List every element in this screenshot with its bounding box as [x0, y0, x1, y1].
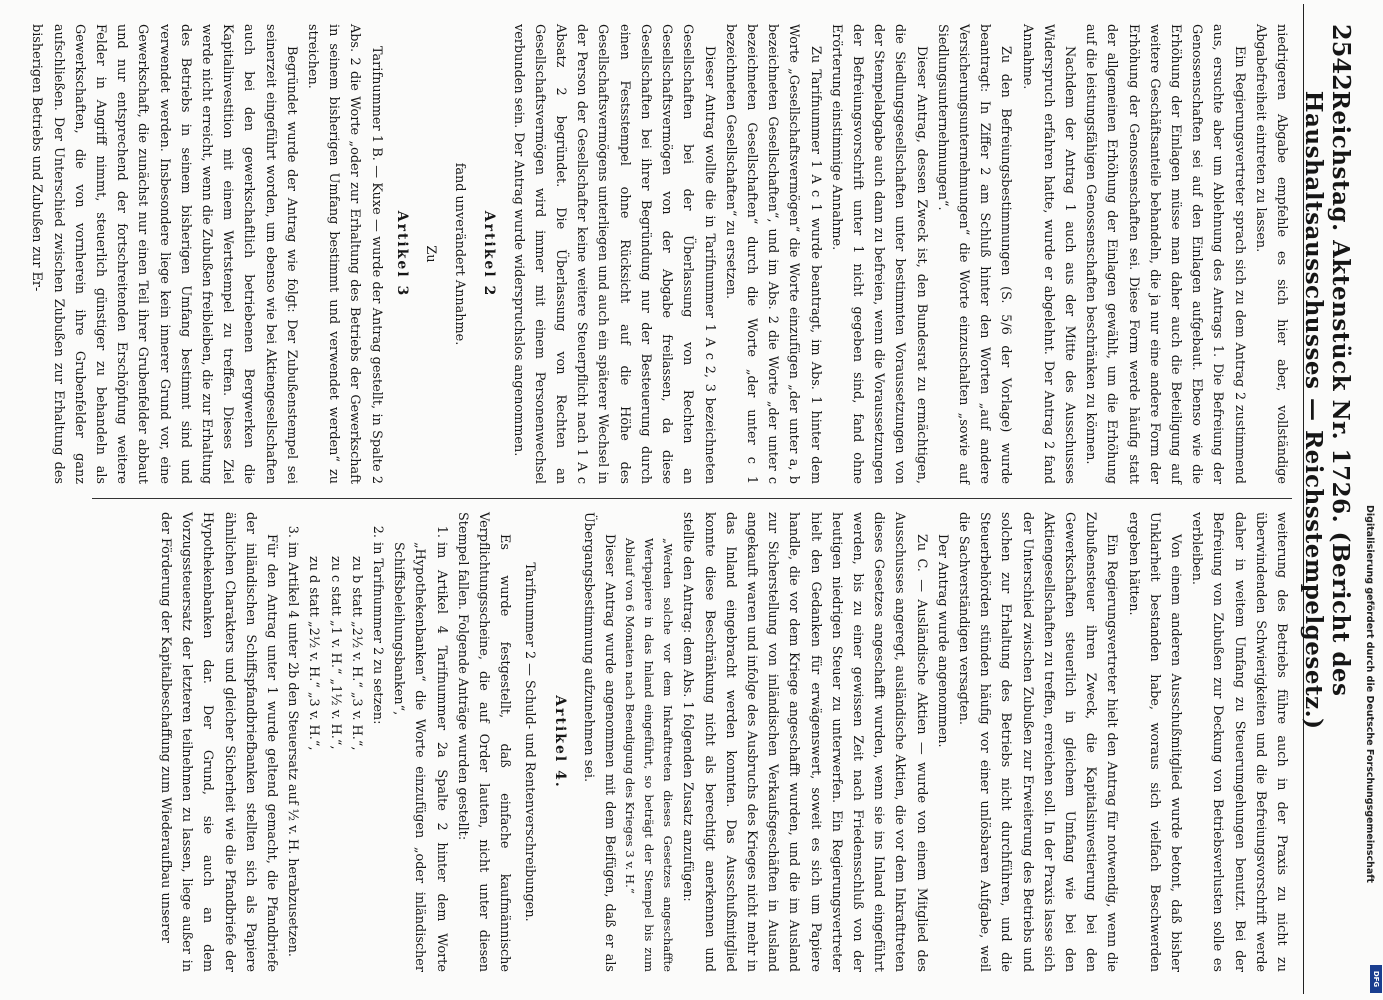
- paragraph: Für den Antrag unter 1 wurde geltend gemacht, die Pfandbriefe der inländischen Schiffspfandbriefbanken stellten sich als Papiere ähnlichen Charakters und gleicher Sicherheit wie die Pfandbriefe der Hypothekenbanken dar. Der Grund, sie auch an dem Vorzugssteuersatz der letzteren teilnehmen zu lassen, liege außer in der Förderung der Kapitalbeschaffung zum Wiederaufbau unserer: [158, 512, 280, 972]
- paragraph: Nachdem der Antrag 1 auch aus der Mitte des Ausschusses Widerspruch erfahren hatte, wurde er abgelehnt. Der Antrag 2 fand Annahme.: [1019, 24, 1077, 484]
- page-title: Reichstag. Aktenstück Nr. 1726. (Bericht des Haushaltsausschusses — Reichsstempelgesetz.): [1300, 90, 1354, 730]
- list-item: 1. im Artikel 4 Tarifnummer 2a Spalte 2 hinter dem Worte „Hypothekenbanken“ die Worte einzufügen „oder inländischer Schiffsbeleihungsbanken“,: [388, 542, 452, 972]
- paragraph: Von einem anderen Ausschußmitglied wurde betont, daß bisher Unklarheit bestanden habe, woraus sich vielfach Beschwerden ergeben hätten.: [1125, 512, 1183, 972]
- right-column: [32, 512, 1292, 972]
- list-item-text: in Tarifnummer 2 zu setzen:: [370, 542, 386, 725]
- paragraph: Begründet wurde der Antrag wie folgt: Der Zubußenstempel sei seinerzeit eingeführt worden, um ebenso wie bei Aktiengesellschaften auch bei den gewerkschaftlich betriebenen Bergwerken die Kapitalinvestition mit einem Wertstempel zu treffen. Dieses Ziel werde nicht erreicht, wenn die Zubußen freibleiben, die zur Erhaltung des Betriebs in seinem bisherigen Umfang bestimmt sind und verwendet werden. Insbesondere liege kein innerer Grund vor, eine Gewerkschaft, die zunächst nur einen Teil ihrer Grubenfelder abbaut und nur entsprechend der fortschreitenden Erschöpfung weitere Felder in Angriff nimmt, steuerlich günstiger zu behandeln als Gewerkschaften, die von vornherein ihre Grubenfelder ganz aufschließen. Der Unterschied zwischen Zubußen zur Erhaltung des bisherigen Betriebs und Zubußen zur Er-: [29, 24, 299, 484]
- article-3-zu: Zu: [423, 245, 439, 263]
- paragraph: Zu Tarifnummer 1 A c 1 wurde beantragt, im Abs. 1 hinter dem Worte „Gesellschaftsvermögen“ die Worte einzufügen „der unter a, b bezeichneten Gesellschaften“, und im Abs. 2 die Worte „der unter c bezeichneten Gesellschaften“ durch die Worte „der unter c 1 bezeichneten Gesellschaften“ zu ersetzen.: [722, 24, 823, 484]
- page-number: 2542: [1327, 24, 1356, 91]
- column-divider: [92, 498, 1292, 499]
- paragraph: Ein Regierungsvertreter hielt den Antrag für notwendig, wenn die Zubußensteuer ihren Zweck, die Kapitalsinvestierung bei den Gewerkschaften steuerlich in gleichem Umfang wie bei den Aktiengesellschaften zu treffen, erreichen soll. In der Praxis lasse sich der Unterschied zwischen Zubußen zur Erweiterung des Betriebs und solchen zur Erhaltung des Betriebs nicht durchführen, und die Steuerbehörden stünden häufig vor einer unlösbaren Aufgabe, weil die Sachverständigen versagten.: [955, 512, 1120, 972]
- rate-sublist: [303, 512, 367, 972]
- list-item: [367, 542, 388, 972]
- list-item: zu d statt „2½ v. H.“ „3 v. H.“,: [306, 556, 322, 751]
- quoted-addition: „Werden solche vor dem Inkrafttreten dieses Gesetzes angeschaffte Wertpapiere in das Inland eingeführt, so beträgt der Stempel bis zum Ablauf von 6 Monaten nach Beendigung des Krieges 3 v. H.“: [623, 538, 676, 972]
- dfg-logo-text: DFG: [1372, 970, 1380, 988]
- article-4-heading: Artikel 4.: [551, 695, 568, 789]
- article-2-heading: Artikel 2: [481, 210, 498, 298]
- paragraph: Der Antrag wurde angenommen.: [934, 534, 950, 748]
- list-item: 3. im Artikel 4 unter 2b den Steuersatz auf ½ v. H. herabzusetzen.: [282, 542, 303, 972]
- motion-list-continued: [282, 512, 303, 972]
- paragraph: Zu C. — Ausländische Aktien — wurde von einem Mitglied des Ausschusses angeregt, ausländische Aktien, die vor dem Inkrafttreten dieses Gesetzes angeschafft wurden, wenn sie ins Inland eingeführt werden, bis zu einer gewissen Zeit nach Friedensschluß von der heutigen niedrigen Steuer zu unterwerfen. Ein Regierungsvertreter hielt den Gedanken für erwägenswert, soweit es sich um Papiere handle, die vor dem Kriege angeschafft wurden, und die im Ausland zur Sicherstellung von inländischen Verkaufsgeschäften in Ausland angekauft waren und infolge des Ausbruchs des Krieges nicht mehr in das Inland eingebracht werden konnten. Das Ausschußmitglied konnte diese Beschränkung nicht als berechtigt anerkennen und stellte den Antrag: dem Abs. 1 folgenden Zusatz anzufügen:: [680, 512, 929, 972]
- paragraph: niedrigeren Abgabe empfehle es sich hier aber, vollständige Abgabefreiheit eintreten zu lassen.: [1252, 24, 1289, 484]
- paragraph: Zu den Befreiungsbestimmungen (S. 5/6 der Vorlage) wurde beantragt: In Ziffer 2 am Schluß hinter den Worten „auf andere Versicherungsunternehmungen“ die Worte einzuschalten „sowie auf Siedlungsunternehmungen“.: [934, 24, 1014, 484]
- list-item: zu c statt „1 v. H.“ „1½ v. H.“,: [327, 556, 343, 750]
- article-3-heading: Artikel 3: [393, 210, 410, 298]
- funding-note: Digitalisierung gefördert durch die Deutsche Forschungsgemeinschaft: [1364, 505, 1375, 883]
- paragraph: Ein Regierungsvertreter sprach sich zu dem Antrag 2 zustimmend aus, ersuchte aber um Ablehnung des Antrags 1. Die Befreiung der Genossenschaften sei auf den Einlagen aufgebaut. Ebenso wie die Erhöhung der Einlagen müsse man daher auch die Beteiligung auf weitere Geschäftsanteile behandeln, die ja nur eine andere Form der Erhöhung der Genossenschaften sei. Diese Form werde häufig statt der allgemeinen Erhöhung der Einlagen gewählt, um die Erhöhung auf die leistungsfähigen Genossenschaften beschränken zu können.: [1083, 24, 1247, 484]
- list-item: zu b statt „2½ v. H.“ „3 v. H.“,: [348, 556, 364, 751]
- paragraph: Dieser Antrag wollte die in Tarifnummer 1 A c 2, 3 bezeichneten Gesellschaften bei der Überlassung von Rechten an Gesellschaftsvermögen von der Abgabe freilassen, da diese Gesellschaften bei ihrer Begründung nur der Besteuerung durch einen Festsstempel ohne Rücksicht auf die Höhe des Gesellschaftsvermögens unterliegen und auch ein späterer Wechsel in der Person der Gesellschafter keine weitere Steuerpflicht nach 1 A c Absatz 2 begründet. Die Überlassung von Rechten an Gesellschaftsvermögen wird immer mit einem Personenwechsel verbunden sein. Der Antrag wurde widerspruchslos angenommen.: [510, 24, 717, 484]
- paragraph: Es wurde festgestellt, daß einfache kaufmännische Verpflichtungsscheine, die auf Order lauten, nicht unter diesen Stempel fallen. Folgende Anträge wurden gestellt:: [454, 512, 513, 972]
- paragraph: Dieser Antrag wurde angenommen mit dem Beifügen, daß er als Übergangsbestimmung aufzunehmen sei.: [580, 512, 618, 972]
- rotated-document-page: [6, 4, 1356, 994]
- paragraph: Dieser Antrag, dessen Zweck ist, den Bundesrat zu ermächtigen, die Siedlungsgesellschaften unter bestimmten Voraussetzungen von der Stempelabgabe auch dann zu befreien, wenn die Voraussetzungen der Befreiungsvorschrift unter 1 nicht gegeben sind, fand ohne Erörterung einstimmige Annahme.: [828, 24, 929, 484]
- article-2-text: fand unverändert Annahme.: [452, 162, 468, 346]
- paragraph: weiterung des Betriebs führe auch in der Praxis zu nicht zu überwindenden Schwierigkeiten und die Befreiungsvorschrift werde daher in weitem Umfang zu Steuerumgehungen benutzt. Bei der Befreiung von Zubußen zur Deckung von Betriebsverlusten solle es verbleiben.: [1189, 512, 1289, 972]
- left-column: [29, 24, 1292, 484]
- dfg-logo: [1370, 965, 1382, 993]
- motion-list: [367, 512, 452, 972]
- paragraph: Tarifnummer 1 B. — Kuxe — wurde der Antrag gestellt, in Spalte 2 Abs. 2 die Worte „oder zur Erhaltung des Betriebs der Gewerkschaft in seinem bisherigen Umfang bestimmt und verwendet werden“ zu streichen.: [305, 24, 384, 484]
- article-4-subheading: Tarifnummer 2 — Schuld- und Rentenverschreibungen.: [522, 562, 538, 922]
- page-header: [1300, 4, 1356, 994]
- funding-note-strip: [1357, 505, 1383, 995]
